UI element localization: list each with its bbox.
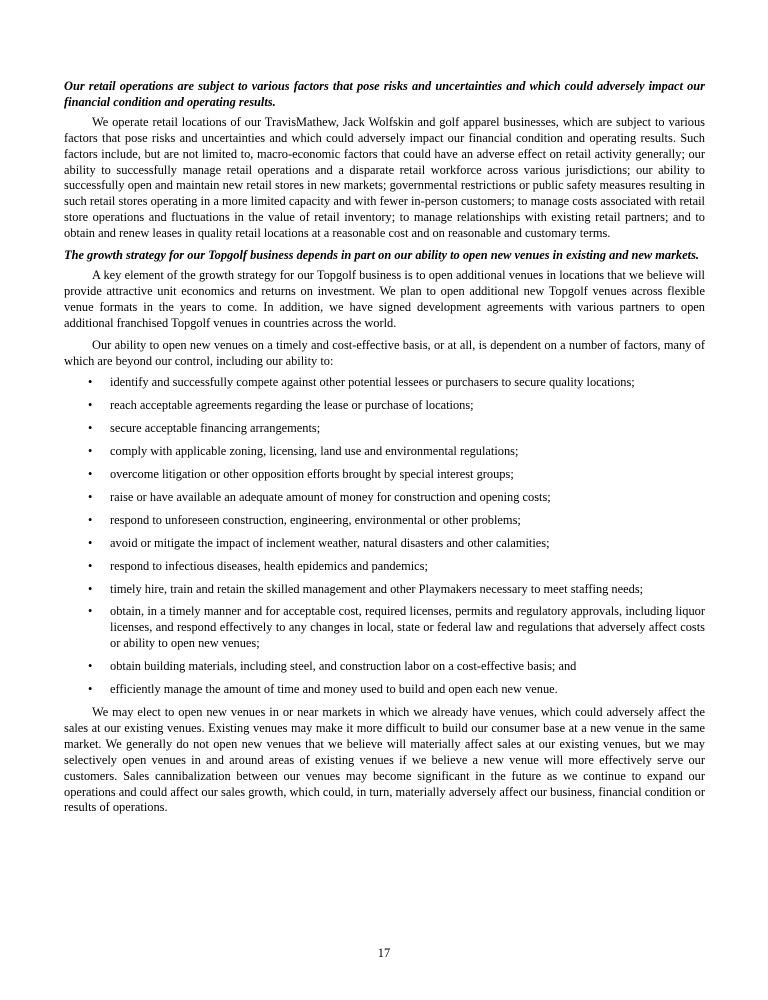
list-item-text: respond to infectious diseases, health epidemics and pandemics; — [110, 558, 428, 573]
list-item-text: reach acceptable agreements regarding the lease or purchase of locations; — [110, 398, 474, 413]
document-body — [64, 79, 705, 822]
bullet-icon: • — [88, 444, 93, 459]
list-item — [64, 421, 705, 437]
list-item — [64, 559, 705, 575]
page-number: 17 — [377, 946, 391, 960]
list-item-text: avoid or mitigate the impact of inclement weather, natural disasters and other calamities; — [110, 535, 550, 550]
list-item-text: secure acceptable financing arrangements; — [110, 421, 321, 436]
list-item — [64, 444, 705, 460]
list-item — [64, 659, 705, 675]
factors-bullet-list — [64, 375, 705, 698]
paragraph-ability-factors: Our ability to open new venues on a timely and cost-effective basis, or at all, is dependent on a number of factors, many of which are beyond our control, including our ability to: — [64, 337, 705, 368]
list-item-text: identify and successfully compete against other potential lessees or purchasers to secure quality locations; — [110, 375, 635, 390]
bullet-icon: • — [88, 421, 93, 436]
bullet-icon: • — [88, 535, 93, 550]
list-item-text: obtain, in a timely manner and for acceptable cost, required licenses, permits and regulatory approvals, including liquor licenses, and respond effectively to any changes in local, state or federal law and regulations that adversely affect costs or ability to open new venues; — [110, 604, 705, 651]
bullet-icon: • — [88, 604, 93, 619]
bullet-icon: • — [88, 659, 93, 674]
section-heading-retail-operations: Our retail operations are subject to various factors that pose risks and uncertainties and which could adversely impact our financial condition and operating results. — [64, 79, 705, 109]
list-item-text: respond to unforeseen construction, engineering, environmental or other problems; — [110, 512, 521, 527]
section-heading-topgolf-growth: The growth strategy for our Topgolf business depends in part on our ability to open new venues in existing and new markets. — [64, 248, 699, 263]
list-item — [64, 604, 705, 652]
paragraph-sales-cannibalization: We may elect to open new venues in or near markets in which we already have venues, which could adversely affect the sales at our existing venues. Existing venues may make it more difficult to build our consumer base at a new venue in the same market. We generally do not open new venues that we believe will materially affect sales at our existing venues, but we may selectively open venues in and around areas of existing venues if we believe a new venue will more effectively serve our customers. Sales cannibalization between our venues may become significant in the future as we continue to expand our operations and could affect our sales growth, which could, in turn, materially adversely affect our business, financial condition or results of operations. — [64, 705, 705, 815]
bullet-icon: • — [88, 489, 93, 504]
list-item-text: timely hire, train and retain the skilled management and other Playmakers necessary to meet staffing needs; — [110, 581, 644, 596]
bullet-icon: • — [88, 558, 93, 573]
list-item-text: comply with applicable zoning, licensing, land use and environmental regulations; — [110, 444, 519, 459]
list-item — [64, 582, 705, 598]
bullet-icon: • — [88, 581, 93, 596]
bullet-icon: • — [88, 398, 93, 413]
list-item — [64, 536, 705, 552]
list-item — [64, 375, 705, 391]
bullet-icon: • — [88, 375, 93, 390]
list-item — [64, 467, 705, 483]
list-item — [64, 682, 705, 698]
list-item-text: efficiently manage the amount of time and money used to build and open each new venue. — [110, 682, 558, 697]
paragraph-growth-strategy: A key element of the growth strategy for our Topgolf business is to open additional venues in locations that we believe will provide attractive unit economics and returns on investment. We plan to open additional new Topgolf venues across flexible venue formats in the years to come. In addition, we have signed development agreements with various partners to open additional franchised Topgolf venues in countries across the world. — [64, 267, 705, 330]
bullet-icon: • — [88, 682, 93, 697]
list-item-text: overcome litigation or other opposition efforts brought by special interest groups; — [110, 467, 514, 482]
list-item-text: obtain building materials, including steel, and construction labor on a cost-effective basis; and — [110, 659, 577, 674]
bullet-icon: • — [88, 512, 93, 527]
paragraph-retail-operations: We operate retail locations of our TravisMathew, Jack Wolfskin and golf apparel businesses, which are subject to various factors that pose risks and uncertainties and which could adversely impact our financial condition and operating results. Such factors include, but are not limited to, macro-economic factors that could have an adverse effect on retail activity generally; our ability to successfully manage retail operations and a disparate retail workforce across various jurisdictions; our ability to successfully open and maintain new retail stores in new markets; governmental restrictions or public safety measures resulting in such retail stores operating in a more limited capacity and with fewer in-person customers; to manage costs associated with retail store operations and fluctuations in the value of retail inventory; to manage relationships with existing retail partners; and to obtain and renew leases in quality retail locations at a reasonable cost and on reasonable and customary terms. — [64, 114, 705, 241]
list-item-text: raise or have available an adequate amount of money for construction and opening costs; — [110, 489, 551, 504]
bullet-icon: • — [88, 467, 93, 482]
list-item — [64, 398, 705, 414]
list-item — [64, 490, 705, 506]
list-item — [64, 513, 705, 529]
